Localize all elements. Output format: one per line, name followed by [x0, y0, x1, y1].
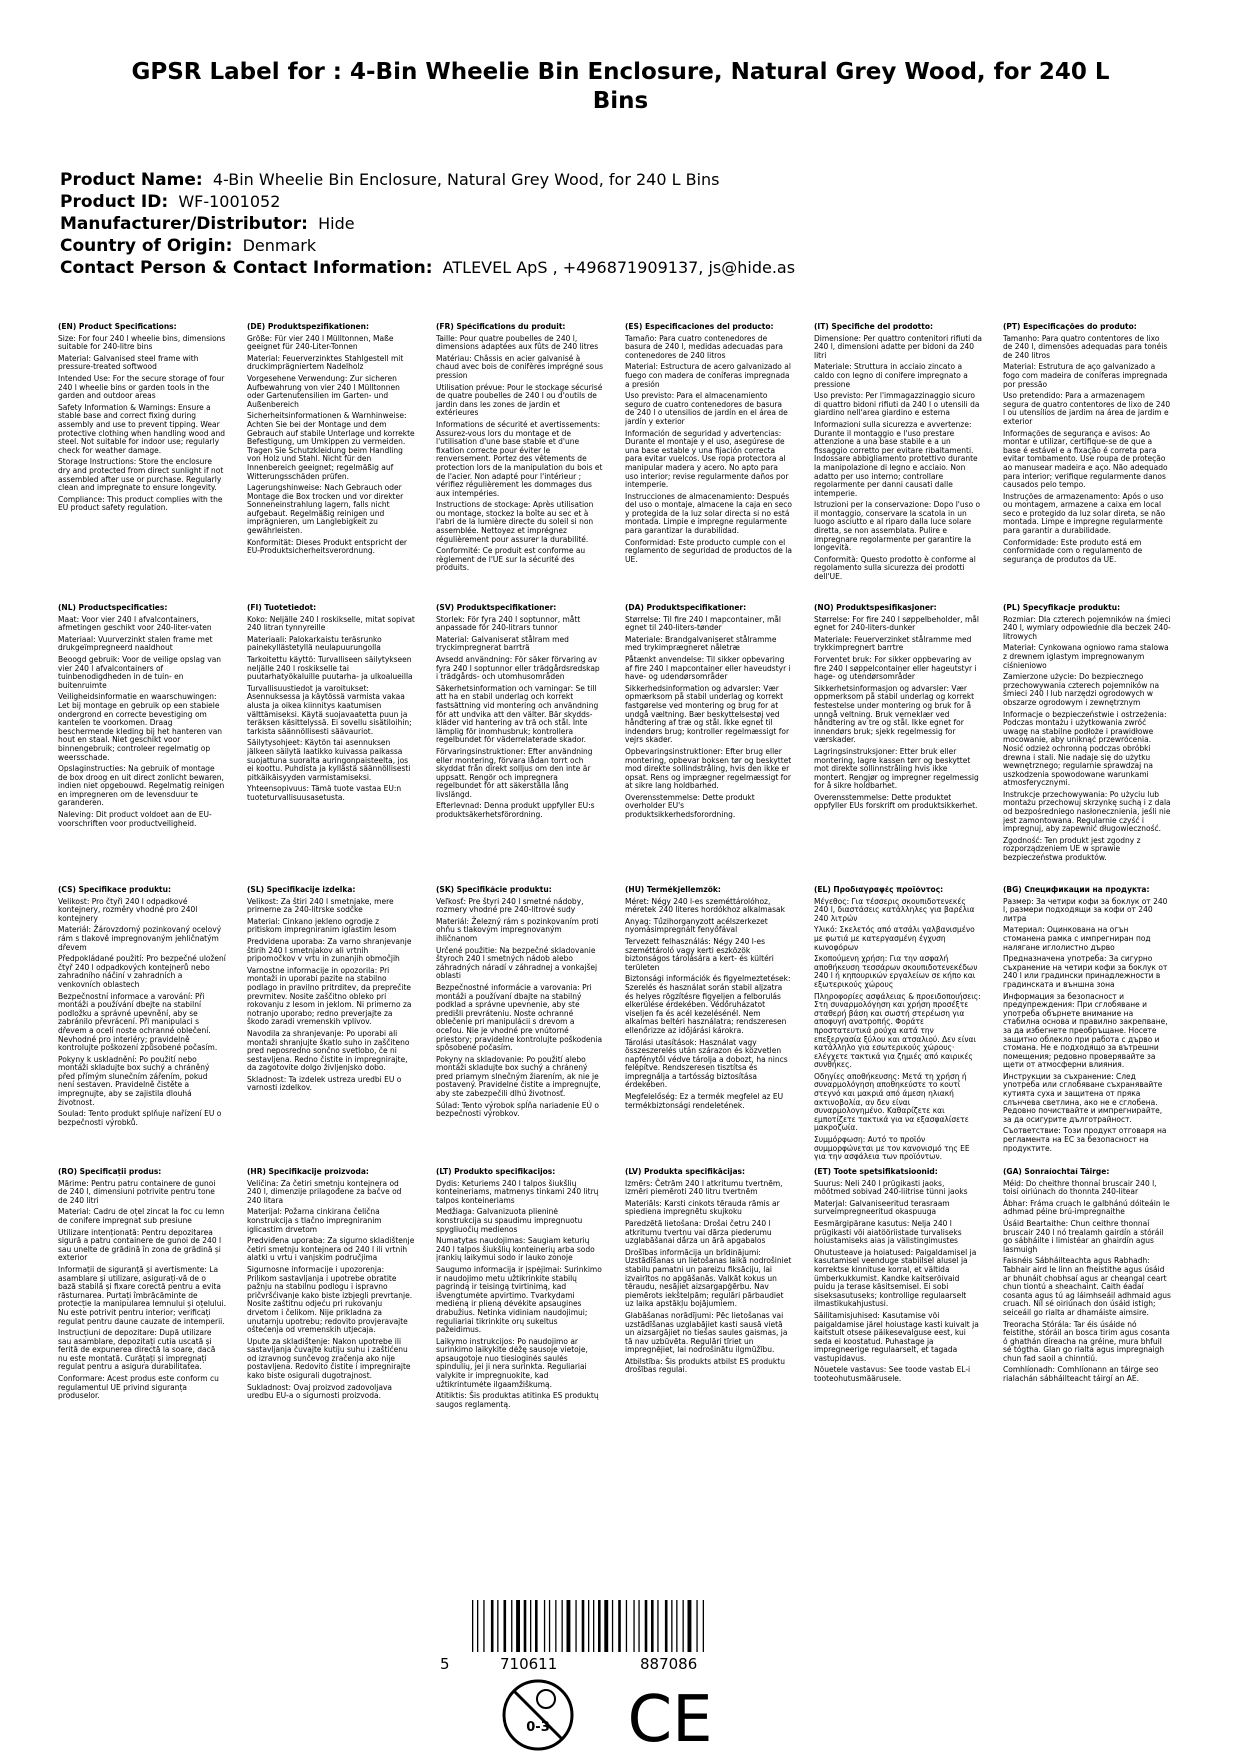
- spec-block-sl: [247, 886, 415, 1166]
- spec-line: Informații de siguranță și avertismente: La asamblare și utilizare, asigurați-vă de o bază stabilă și fixare corectă pentru a evita răsturnarea. Purtați îmbrăcăminte de protecție la manipularea lemnului și oțelului. Nu este potrivit pentru interior; verificați regulat pentru daune cauzate de intemperii.: [58, 1264, 226, 1326]
- spec-line: Conformidade: Este produto está em conformidade com o regulamento de segurança de produtos da UE.: [1003, 537, 1143, 564]
- barcode-bar: [555, 1600, 556, 1652]
- spec-line: Soulad: Tento produkt splňuje nařízení EU o bezpečnosti výrobků.: [58, 1109, 222, 1127]
- spec-line: Maat: Voor vier 240 l afvalcontainers, afmetingen geschikt voor 240-liter-vaten: [58, 614, 212, 633]
- spec-heading: (LV) Produkta specifikācijas:: [625, 1168, 745, 1176]
- spec-line: Pokyny na skladovanie: Po použití alebo montáži skladujte box suchý a chránený pred priamym slnečným žiarením, ak nie je postavený. Pravidelne čistite a impregnujte, aby ste zabezpečili dlhú životnosť.: [436, 1054, 601, 1099]
- spec-line: Tárolási utasítások: Használat vagy összeszerelés után szárazon és közvetlen napfénytől védve tárolja a dobozt, ha nincs felépítve. Rendszeresen tisztítsa és impregnálja a tartósság biztosítása érdekében.: [625, 1037, 788, 1090]
- spec-line: Faisnéis Sábháilteachta agus Rabhadh: Tabhair aird le linn an fheistithe agus úsáid ar bhunáit chobhsaí agus ar cheangal ceart chun tiontú a sheachaint. Caith éadaí cosanta agus tú ag láimhseáil adhmaid agus cruach. Níl sé oiriúnach don úsáid istigh; seiceáil go rialta ar dhamáiste aimsire.: [1003, 1256, 1171, 1317]
- spec-block-bg: [1003, 886, 1171, 1166]
- info-value: WF-1001052: [178, 192, 281, 211]
- spec-line: Opslaginstructies: Na gebruik of montage de box droog en uit direct zonlicht bewaren, indien niet opgebouwd. Regelmatig reinigen en impregneren om de levensduur te garanderen.: [58, 764, 225, 808]
- spec-block-da: [625, 604, 793, 884]
- spec-line: Οδηγίες αποθήκευσης: Μετά τη χρήση ή συναρμολόγηση αποθηκεύστε το κουτί στεγνό και μακριά από άμεση ηλιακή ακτινοβολία, αν δεν είναι συναρμολογημένο. Καθαρίζετε και εμποτίζετε τακτικά για να εξασφαλίσετε μακροζωία.: [814, 1071, 969, 1133]
- spec-line: Safety Information & Warnings: Ensure a stable base and correct fixing during assembly and use to prevent tipping. Wear protective clothing when handling wood and steel. Not suitable for indoor use; regularly check for weather damage.: [58, 402, 226, 455]
- spec-line: Storage Instructions: Store the enclosure dry and protected from direct sunlight if not assembled after use or purchase. Regularly clean and impregnate to ensure longevity.: [58, 457, 224, 493]
- spec-line: Ábhar: Fráma cruach le galbhánú dóiteáin le adhmad péine brú-impregnaithe: [1003, 1198, 1170, 1217]
- spec-block-sk: [436, 886, 604, 1166]
- spec-block-hu: [625, 886, 793, 1166]
- spec-line: Sicherheitsinformationen & Warnhinweise: Achten Sie bei der Montage und dem Gebrauch auf stabile Unterlage und korrekte Befestigung, um Umkippen zu vermeiden. Tragen Sie Schutzkleidung beim Handling von Holz und Stahl. Nicht für den Innenbereich geeignet; regelmäßig auf Witterungsschäden prüfen.: [247, 411, 415, 481]
- barcode-bar: [633, 1600, 634, 1652]
- spec-line: Материал: Оцинкована на огън стоманена рамка с импрегниран под налягане иглолистно дърво: [1003, 925, 1151, 952]
- age-warning-icon: [504, 1681, 572, 1749]
- spec-line: Laikymo instrukcijos: Po naudojimo ar surinkimo laikykite dėžę sausoje vietoje, apsaugotoje nuo tiesioginės saulės spindulių, jei ji nera surinkta. Reguliariai valykite ir impregnuokite, kad užtikrintumėte ilgaamžiškumą.: [436, 1336, 588, 1389]
- spec-line: Turvallisuustiedot ja varoitukset: Asennuksessa ja käytössä varmista vakaa alusta ja oikea kiinnitys kaatumisen välttämiseksi. Käytä suojavaatetta puun ja teräksen käsittelyssä. Ei sovellu sisätiloihin; tarkista säännöllisesti säävauriot.: [247, 683, 412, 736]
- spec-line: Naleving: Dit product voldoet aan de EU-voorschriften voor productveiligheid.: [58, 810, 212, 828]
- spec-heading: (IT) Specifiche del prodotto:: [814, 323, 933, 331]
- spec-block-ro: [58, 1168, 226, 1448]
- spec-block-el: [814, 886, 982, 1166]
- spec-heading: (PL) Specyfikacje produktu:: [1003, 604, 1121, 612]
- spec-heading: (SL) Specifikacije izdelka:: [247, 886, 356, 894]
- spec-heading: (PT) Especificações do produto:: [1003, 323, 1137, 331]
- spec-block-hr: [247, 1168, 415, 1448]
- spec-line: Predvidena uporaba: Za varno shranjevanje štirih 240 l smetnjakov ali vrtnih pripomočkov v vrtu in zunanjih območjih: [247, 936, 412, 964]
- spec-line: Atitiktis: Šis produktas atitinka ES produktų saugos reglamentą.: [436, 1391, 599, 1409]
- spec-line: Material: Cadru de oțel zincat la foc cu lemn de conifere impregnat sub presiune: [58, 1207, 225, 1225]
- spec-heading: (HU) Termékjellemzők:: [625, 886, 721, 894]
- spec-line: Størrelse: For fire 240 l søppelbeholder, mål egnet for 240-liters-dunker: [814, 614, 979, 633]
- spec-line: Uso pretendido: Para a armazenagem segura de quatro contentores de lixo de 240 l ou utensílios de jardim na área de jardim e exterior: [1003, 391, 1171, 426]
- spec-line: Navodila za shranjevanje: Po uporabi ali montaži shranjujte škatlo suho in zaščiteno pred neposredno sončno svetlobo, če ni sestavljena. Redno čistite in impregnirajte, da zagotovite dolgo življenjsko dobo.: [247, 1028, 410, 1073]
- barcode-bar: [549, 1600, 550, 1652]
- spec-line: Instructions de stockage: Après utilisation ou montage, stockez la boîte au sec et à l'abri de la lumière directe du soleil si non assemblée. Nettoyez et imprégnez régulièrement pour assurer la durabilité.: [436, 500, 594, 544]
- spec-line: Инструкции за съхранение: След употреба или сглобяване съхранявайте кутията суха и защитена от пряка слънчева светлина, ако не е сглобена. Редовно почиствайте и импрегнирайте, за да осигурите дълготрайност.: [1003, 1071, 1163, 1124]
- page-title: GPSR Label for : 4-Bin Wheelie Bin Enclosure, Natural Grey Wood, for 240 L Bins: [131, 59, 1110, 114]
- spec-line: Conformità: Questo prodotto è conforme al regolamento sulla sicurezza dei prodotti dell'UE.: [814, 554, 976, 582]
- spec-block-ga: [1003, 1168, 1171, 1448]
- spec-line: Comhlíonadh: Comhlíonann an táirge seo rialachán sábháilteacht táirgí an AE.: [1003, 1365, 1159, 1384]
- product-name-row: [60, 169, 1200, 191]
- spec-heading: (ET) Toote spetsifikatsioonid:: [814, 1168, 938, 1176]
- spec-line: Conformare: Acest produs este conform cu regulamentul UE privind siguranța produselor.: [58, 1374, 219, 1401]
- spec-line: Mărime: Pentru patru containere de gunoi de 240 l, dimensiuni potrivite pentru tone de 240 litri: [58, 1178, 216, 1205]
- barcode-bar: [477, 1600, 478, 1652]
- spec-line: Méid: Do cheithre thonnaí bruscair 240 l, toisí oiriúnach do thonnta 240-litear: [1003, 1178, 1157, 1197]
- spec-line: Materiale: Feuerverzinket stålramme med trykkimpregnert barrtre: [814, 634, 972, 653]
- barcode-bar: [626, 1600, 627, 1652]
- ce-mark-icon: CE: [627, 1683, 713, 1755]
- spec-line: Medžiaga: Galvanizuota plieninė konstrukcija su spaudimu impregnuotu spygliuočių medienos: [436, 1207, 583, 1234]
- spec-line: Predviđena uporaba: Za sigurno skladištenje četiri smetnju kontejnera od 240 l ili vrtnih alatki u vrtu i vanjskim područjima: [247, 1236, 415, 1263]
- spec-line: Utilizare intenționată: Pentru depozitarea sigură a patru containere de gunoi de 240 l sau unelte de grădină în zona de grădină și exterior: [58, 1227, 222, 1263]
- spec-block-lt: [436, 1168, 604, 1448]
- spec-block-en: [58, 323, 226, 603]
- spec-line: Tarkoitettu käyttö: Turvalliseen säilytykseen neljälle 240 l roskikselle tai puutarhatyökaluille puutarha- ja ulkoalueilla: [247, 654, 413, 682]
- spec-line: Instrucțiuni de depozitare: După utilizare sau asamblare, depozitați cutia uscată și ferită de expunerea directă la soare, dacă nu este montată. Curățați și impregnați regulat pentru a asigura durabilitatea.: [58, 1328, 216, 1372]
- spec-line: Dimensione: Per quattro contenitori rifiuti da 240 l, dimensioni adatte per bidoni da 240 litri: [814, 333, 982, 360]
- barcode-bar: [618, 1600, 621, 1652]
- info-label: Country of Origin:: [60, 236, 233, 256]
- spec-line: Πληροφορίες ασφάλειας & προειδοποιήσεις: Στη συναρμολόγηση και χρήση προσέξτε σταθερή βάση και σωστή στερέωση για αποφυγή ανατροπής. Φοράτε προστατευτικά ρούχα κατά την επεξεργασία ξύλου και ατσαλιού. Δεν είναι κατάλληλο για εσωτερικούς χώρους· ελέγχετε τακτικά για ζημιές από καιρικές συνθήκες.: [814, 991, 981, 1070]
- spec-line: Koko: Neljälle 240 l roskikselle, mitat sopivat 240 litran tynnyreille: [247, 614, 415, 633]
- spec-line: Uso previsto: Para el almacenamiento seguro de cuatro contenedores de basura de 240 l o utensilios de jardín en el área de jardín y exterior: [625, 391, 788, 426]
- spec-line: Materiaali: Palokarkaistu teräsrunko painekyllästetyllä neulapuurungolla: [247, 634, 382, 653]
- spec-line: Matériau: Châssis en acier galvanisé à chaud avec bois de conifères imprégné sous pression: [436, 353, 603, 380]
- spec-line: Съответствие: Този продукт отговаря на регламента на ЕС за безопасност на продуктите.: [1003, 1126, 1167, 1153]
- spec-heading: (SK) Špecifikácie produktu:: [436, 886, 552, 894]
- spec-line: Sigurnosne informacije i upozorenja: Prilikom sastavljanja i upotrebe obratite pažnju na stabilnu podlogu i ispravno pričvršćivanje kako biste izbjegli prevrtanje. Nosite zaštitnu odjeću pri rukovanju drvetom i čelikom. Nije prikladna za unutarnju upotrebu; redovito provjeravajte oštećenja od vremenskih utjecaja.: [247, 1264, 413, 1335]
- spec-line: Materiaal: Vuurverzinkt stalen frame met drukgeïmpregneerd naaldhout: [58, 634, 213, 653]
- spec-line: Treoracha Stórála: Tar éis úsáide nó feistithe, stóráil an bosca tirim agus cosanta ó ghathán díreacha na gréine, mura bhfuil sé tógtha. Glan go rialta agus impregnaigh chun fad saoil a chinntiú.: [1003, 1319, 1170, 1363]
- spec-line: Avsedd användning: För säker förvaring av fyra 240 l soptunnor eller trädgårdsredskap i trädgårds- och utomhusområden: [436, 654, 600, 682]
- spec-line: Informacje o bezpieczeństwie i ostrzeżenia: Podczas montażu i użytkowania zwróć uwagę na stabilne podłoże i prawidłowe mocowanie, aby uniknąć przewrócenia. Nosić odzież ochronną podczas obróbki drewna i stali. Nie nadaje się do użytku wewnętrznego; regularnie sprawdzaj na uszkodzenia spowodowane warunkami atmosferycznymi.: [1003, 709, 1167, 788]
- spec-line: Anyag: Tűzihorganyzott acélszerkezet nyomásimpregnált fenyőfával: [625, 916, 768, 935]
- spec-heading: (DE) Produktspezifikationen:: [247, 323, 369, 331]
- spec-line: Opbevaringsinstruktioner: Efter brug eller montering, opbevar boksen tør og beskyttet mod direkte sollindstråling, hvis den ikke er opsat. Rens og imprægner regelmæssigt for at sikre lang holdbarhed.: [625, 746, 792, 791]
- barcode-bar: [497, 1600, 498, 1652]
- barcode-digits-right: 887086: [640, 1655, 698, 1673]
- barcode-bar: [638, 1600, 639, 1652]
- spec-line: Megfelelőség: Ez a termék megfelel az EU termékbiztonsági rendeletének.: [625, 1092, 784, 1110]
- barcode-bar: [671, 1600, 672, 1652]
- spec-line: Velikost: Pro čtyři 240 l odpadkové kontejnery, rozměry vhodné pro 240l kontejnery: [58, 896, 198, 923]
- barcode-bar: [530, 1600, 531, 1652]
- spec-line: Overensstemmelse: Dette produktet oppfyller EUs forskrift om produktsikkerhet.: [814, 792, 978, 811]
- spec-line: Velikost: Za štiri 240 l smetnjake, mere primerne za 240-litrske sodčke: [247, 896, 394, 915]
- spec-line: Yhteensopivuus: Tämä tuote vastaa EU:n tuoteturvallisuusasetusta.: [247, 784, 402, 802]
- spec-line: Informazioni sulla sicurezza e avvertenze: Durante il montaggio e l'uso prestare attenzione a una base stabile e a un fissaggio corretto per evitare ribaltamenti. Indossare abbigliamento protettivo durante la manipolazione di legno e acciaio. Non adatto per uso interno; controllare regolarmente per danni causati dalle intemperie.: [814, 419, 978, 498]
- spec-line: Materiał: Cynkowana ogniowo rama stalowa z drewnem iglastym impregnowanym ciśnieniowo: [1003, 643, 1169, 670]
- barcode-bar: [562, 1600, 563, 1652]
- spec-line: Pokyny k uskladnění: Po použití nebo montáži skladujte box suchý a chráněný před přímým slunečním zářením, pokud není sestaven. Pravidelně čistěte a impregnujte, aby se zajistila dlouhá životnost.: [58, 1054, 210, 1107]
- spec-line: Μέγεθος: Για τέσσερις σκουπιδοτενεκές 240 l, διαστάσεις κατάλληλες για βαρέλια 240 λιτρών: [814, 896, 975, 923]
- barcode-bar: [657, 1600, 658, 1652]
- spec-line: Tamanho: Para quatro contentores de lixo de 240 l, dimensões adequadas para tonéis de 240 litros: [1003, 333, 1168, 360]
- spec-heading: (DA) Produktspecifikationer:: [625, 604, 747, 612]
- spec-block-fi: [247, 604, 415, 884]
- spec-heading: (RO) Specificații produs:: [58, 1168, 162, 1176]
- spec-line: Intended Use: For the secure storage of four 240 l wheelie bins or garden tools in the garden and outdoor areas: [58, 373, 225, 401]
- info-value: 4-Bin Wheelie Bin Enclosure, Natural Grey Wood, for 240 L Bins: [212, 170, 720, 189]
- spec-line: Material: Galvanised steel frame with pressure-treated softwood: [58, 353, 199, 372]
- spec-heading: (BG) Спецификации на продукта:: [1003, 886, 1150, 894]
- spec-line: Forventet bruk: For sikker oppbevaring av fire 240 l søppelcontainer eller hageutstyr i hage- og utendørsområder: [814, 654, 977, 682]
- barcode-bar: [511, 1600, 512, 1652]
- barcode-bar: [688, 1600, 692, 1652]
- spec-line: Veľkosť: Pre štyri 240 l smetné nádoby, rozmery vhodné pre 240-litrové sudy: [436, 896, 584, 915]
- spec-line: Saugumo informacija ir įspėjimai: Surinkimo ir naudojimo metu užtikrinkite stabilų pagrindą ir teisingą tvirtinimą, kad išvengtumėte apvirtimo. Tvarkydami medieną ir plieną dėvėkite apsaugines drabužius. Netinka vidiniam naudojimui; reguliariai tikrinkite orų sukeltus pažeidimus.: [436, 1264, 602, 1335]
- spec-line: Συμμόρφωση: Αυτό το προϊόν συμμορφώνεται με τον κανονισμό της ΕΕ για την ασφάλεια των προϊόντων.: [814, 1135, 970, 1162]
- barcode-bar: [567, 1600, 571, 1652]
- spec-block-lv: [625, 1168, 793, 1448]
- spec-line: Suurus: Neli 240 l prügikasti jaoks, mõõtmed sobivad 240-liitrise tünni jaoks: [814, 1178, 968, 1197]
- spec-line: Conformité: Ce produit est conforme au règlement de l'UE sur la sécurité des produits.: [436, 546, 586, 573]
- spec-line: Istruzioni per la conservazione: Dopo l'uso o il montaggio, conservare la scatola in un luogo asciutto e al riparo dalla luce solare diretta, se non assemblata. Pulire e impregnare regolarmente per garantire la longevità.: [814, 500, 981, 553]
- barcode-bar: [524, 1600, 527, 1652]
- spec-line: Úsáid Beartaithe: Chun ceithre thonnaí bruscair 240 l nó trealamh gairdín a stóráil go sábháilte i limistéar an ghairdín agus lasmuigh: [1003, 1218, 1164, 1254]
- spec-line: Taille: Pour quatre poubelles de 240 l, dimensions adaptées aux fûts de 240 litres: [436, 333, 599, 352]
- spec-line: Größe: Für vier 240 l Mülltonnen, Maße geeignet für 240-Liter-Tonnen: [247, 333, 394, 352]
- spec-line: Upute za skladištenje: Nakon upotrebe ili sastavljanja čuvajte kutiju suhu i zaštićenu od izravnog sunčevog zračenja ako nije postavljena. Redovito čistite i impregnirajte kako biste osigurali dugotrajnost.: [247, 1336, 411, 1381]
- barcode-bar: [588, 1600, 589, 1652]
- spec-line: Påtænkt anvendelse: Til sikker opbevaring af fire 240 l mapcontainer eller haveudstyr i have- og udendørsområder: [625, 654, 791, 682]
- spec-heading: (HR) Specifikacije proizvoda:: [247, 1168, 369, 1176]
- spec-line: Informations de sécurité et avertissements: Assurez-vous lors du montage et de l'utilisation d'une base stable et d'une fixation correcte pour éviter le renversement. Portez des vêtements de protection lors de la manipulation du bois et de l'acier. Non adapté pour l'intérieur ; vérifiez régulièrement les dommages dus aux intempéries.: [436, 419, 603, 498]
- spec-block-pl: [1003, 604, 1171, 884]
- spec-line: Size: For four 240 l wheelie bins, dimensions suitable for 240-litre bins: [58, 333, 226, 352]
- spec-line: Materjal: Galvaniseeritud terasraam surveimpregneeritud okaspuuga: [814, 1198, 950, 1217]
- spec-line: Υλικό: Σκελετός από ατσάλι γαλβανισμένο με φωτιά με κατεργασμένη έγχυση κωνοφόρων: [814, 925, 975, 952]
- info-value: Denmark: [242, 236, 317, 255]
- spec-line: Säilitamisjuhised: Kasutamise või paigaldamise järel hoiustage kasti kuivalt ja kaitstult otsese päikesevalguse eest, kui seda ei koostatud. Puhastage ja impregneerige regulaarselt, et tagada vastupidavus.: [814, 1310, 979, 1363]
- spec-heading: (LT) Produkto specifikacijos:: [436, 1168, 556, 1176]
- spec-line: Zamierzone użycie: Do bezpiecznego przechowywania czterech pojemników na śmieci 240 l lub narzędzi ogrodowych w obszarze ogrodowym i zewnętrznym: [1003, 672, 1160, 707]
- spec-line: Material: Estrutura de aço galvanizado a fogo com madeira de coníferas impregnada por pressão: [1003, 362, 1168, 389]
- spec-line: Material: Feuerverzinktes Stahlgestell mit druckimprägniertem Nadelholz: [247, 353, 404, 372]
- spec-line: Utilisation prévue: Pour le stockage sécurisé de quatre poubelles de 240 l ou d'outils de jardin dans les zones de jardin et extérieures: [436, 382, 603, 418]
- spec-line: Instrucciones de almacenamiento: Después del uso o montaje, almacene la caja en seco y protegida de la luz solar directa si no está montada. Limpie e impregne regularmente para garantizar la durabilidad.: [625, 491, 793, 536]
- manufacturer-row: [60, 213, 1200, 235]
- info-value: Hide: [318, 214, 355, 233]
- barcode-bar: [683, 1600, 684, 1652]
- spec-line: Materiāls: Karsti cinkots tērauda rāmis ar spiediena impregnētu skujkoku: [625, 1198, 780, 1217]
- spec-line: Drošības informācija un brīdinājumi: Uzstādīšanas un lietošanas laikā nodrošiniet stabilu pamatni un pareizu fiksāciju, lai izvairītos no apgāšanās. Valkāt kokus un tēraudu, nesājiet aizsargapģērbu. Nav piemērots iekštelpām; regulāri pārbaudiet uz laika apstākļu bojājumiem.: [625, 1247, 792, 1309]
- product-id-row: [60, 191, 1200, 213]
- spec-line: Materiale: Struttura in acciaio zincato a caldo con legno di conifere impregnato a pressione: [814, 362, 968, 389]
- spec-line: Efterlevnad: Denna produkt uppfyller EU:s produktsäkerhetsförordning.: [436, 801, 595, 820]
- spec-heading: (FR) Spécifications du produit:: [436, 323, 566, 331]
- barcode-bar: [504, 1600, 507, 1652]
- info-label: Manufacturer/Distributor:: [60, 214, 308, 234]
- spec-line: Materiale: Brandgalvaniseret stålramme med trykimprægneret nåletræ: [625, 634, 777, 653]
- spec-line: Tervezett felhasználás: Négy 240 l-es szeméttároló vagy kerti eszközök biztonságos tárolására a kert- és kültéri területen: [625, 936, 774, 972]
- barcode-bar: [483, 1600, 484, 1652]
- barcode-bar: [544, 1600, 545, 1652]
- spec-block-no: [814, 604, 982, 884]
- age-warning-text: 0-3: [526, 1720, 550, 1735]
- spec-block-it: [814, 323, 982, 603]
- spec-line: Информация за безопасност и предупреждения: При сглобяване и употреба обърнете внимание на стабилна основа и правилно закрепване, за да избегнете преобръщане. Носете защитно облекло при работа с дърво и стомана. Не е подходящо за вътрешни помещения; редовно проверявайте за щети от атмосферни влияния.: [1003, 991, 1168, 1070]
- spec-heading: (SV) Produktspecifikationer:: [436, 604, 557, 612]
- spec-heading: (EL) Προδιαγραφές προϊόντος:: [814, 886, 944, 894]
- spec-heading: (EN) Product Specifications:: [58, 323, 177, 331]
- spec-block-es: [625, 323, 793, 603]
- barcode-bar: [651, 1600, 654, 1652]
- barcode-bar: [696, 1600, 697, 1652]
- barcode-bar: [598, 1600, 601, 1652]
- spec-line: Dydis: Keturiems 240 l talpos šiukšlių konteineriams, matmenys tinkami 240 litrų talpos konteineriams: [436, 1178, 599, 1205]
- spec-line: Instrukcje przechowywania: Po użyciu lub montażu przechowuj skrzynkę suchą i z dala od bezpośredniego nasłonecznienia, jeśli nie jest zamontowana. Regularnie czyść i impregnuj, aby zapewnić długowieczność.: [1003, 789, 1171, 834]
- spec-line: Materiál: Žárovzdorný pozinkovaný ocelový rám s tlakově impregnovaným jehličnatým dřevem: [58, 925, 222, 952]
- spec-line: Veiligheidsinformatie en waarschuwingen: Let bij montage en gebruik op een stabiele ondergrond en correcte bevestiging om kantelen te voorkomen. Draag beschermende kleding bij het hanteren van hout en staal. Niet geschikt voor binnengebruik; controleer regelmatig op weersschade.: [58, 692, 223, 762]
- spec-block-et: [814, 1168, 982, 1448]
- spec-block-nl: [58, 604, 226, 884]
- barcode-bar: [645, 1600, 648, 1652]
- spec-line: Materiál: Železný rám s pozinkovaním proti ohňu s tlakovým impregnovaným ihličnanom: [436, 916, 599, 943]
- barcode-bar: [676, 1600, 677, 1652]
- barcode-digits-left: 710611: [500, 1655, 558, 1673]
- spec-line: Konformität: Dieses Produkt entspricht der EU-Produktsicherheitsverordnung.: [247, 537, 408, 556]
- country-row: [60, 235, 1200, 257]
- spec-line: Bezpečnostní informace a varování: Při montáži a používání dbejte na stabilní podložku a správné upevnění, aby se zabránilo převrácení. Při manipulaci s dřevem a ocelí noste ochranné oblečení. Nevhodné pro interiéry; pravidelně kontrolujte poškození způsobené počasím.: [58, 991, 218, 1053]
- spec-line: Nõuetele vastavus: See toode vastab EL-i tooteohutusmäärusele.: [814, 1365, 971, 1384]
- barcode-bar: [582, 1600, 585, 1652]
- spec-line: Säilytysohjeet: Käytön tai asennuksen jälkeen säilytä laatikko kuivassa paikassa suojattuna suoralta auringonpaisteelta, jos ei koottu. Puhdista ja kyllästä säännöllisesti pitkäikäisyyden varmistamiseksi.: [247, 738, 411, 782]
- barcode-bar: [612, 1600, 613, 1652]
- barcode-bar: [472, 1600, 473, 1652]
- spec-line: Størrelse: Til fire 240 l mapcontainer, mål egnet til 240-liters-tønder: [625, 614, 781, 633]
- compliance-symbols: [500, 1675, 760, 1755]
- spec-line: Sikkerhetsinformasjon og advarsler: Vær oppmerksom på stabil underlag og korrekt festestelse under montering og bruk for å unngå veltning. Bruk verneklær ved håndtering av tre og stål. Ikke egnet for innendørs bruk; sjekk regelmessig for værskader.: [814, 683, 975, 745]
- spec-line: Eesmärgipärane kasutus: Nelja 240 l prügikasti või aiatööriistade turvaliseks hoiustamiseks aias ja välistingimustes: [814, 1218, 962, 1246]
- spec-heading: (NL) Productspecificaties:: [58, 604, 168, 612]
- info-label: Contact Person & Contact Information:: [60, 258, 433, 278]
- ean-barcode: [470, 1600, 770, 1652]
- spec-line: Sikkerhedsinformation og advarsler: Vær opmærksom på stabil underlag og korrekt fastgørelse ved montering og brug for at undgå væltning. Bær beskyttelsestøj ved håndtering af træ og stål. Ikke egnet til indendørs brug; kontroller regelmæssigt for vejrs skader.: [625, 683, 790, 745]
- spec-line: Información de seguridad y advertencias: Durante el montaje y el uso, asegúrese de una base estable y una fijación correcta para evitar vuelcos. Use ropa protectora al manipular madera y acero. No apto para uso interior; revise regularmente daños por intemperie.: [625, 428, 789, 490]
- spec-block-fr: [436, 323, 604, 603]
- spec-heading: (NO) Produktspesifikasjoner:: [814, 604, 937, 612]
- spec-line: Σκοπούμενη χρήση: Για την ασφαλή αποθήκευση τεσσάρων σκουπιδοτενεκέδων 240 l ή κηπουρικών εργαλείων σε κήπο και εξωτερικούς χώρους: [814, 954, 978, 989]
- barcode-bar: [516, 1600, 520, 1652]
- spec-line: Biztonsági információk és figyelmeztetések: Szerelés és használat során stabil aljzatra és helyes rögzítésre figyeljen a felborulás elkerülése érdekében. Védőruházatot viseljen fa és acél kezelésénél. Nem alkalmas beltéri használatra; rendszeresen ellenőrizze az időjárási károkra.: [625, 974, 791, 1035]
- spec-line: Material: Estructura de acero galvanizado al fuego con madera de coníferas impregnada a presión: [625, 362, 791, 389]
- spec-line: Skladnost: Ta izdelek ustreza uredbi EU o varnosti izdelkov.: [247, 1074, 402, 1093]
- spec-line: Glabāšanas norādījumi: Pēc lietošanas vai uzstādīšanas uzglabājiet kasti sausā vietā un aizsargājiet no tiešas saules gaismas, ja tā nav uzbūvēta. Regulāri tīriet un impregnējiet, lai nodrošinātu ilgmūžību.: [625, 1310, 788, 1355]
- barcode-bar: [703, 1600, 704, 1652]
- spec-line: Varnostne informacije in opozorila: Pri montaži in uporabi pazite na stabilno podlago in pravilno pritrditev, da preprečite prevrnitev. Nosite zaščitno obleko pri rokovanju z lesom in jeklom. Ni primerno za notranjo uporabo; redno preverjajte za škodo zaradi vremenskih vplivov.: [247, 965, 412, 1027]
- spec-line: Zgodność: Ten produkt jest zgodny z rozporządzeniem UE w sprawie bezpieczeństwa produktów.: [1003, 835, 1141, 863]
- spec-line: Overensstemmelse: Dette produkt overholder EU's produktsikkerhedsforordning.: [625, 792, 755, 820]
- spec-line: Veličina: Za četiri smetnju kontejnera od 240 l, dimenzije prilagođene za bačve od 240 litara: [247, 1178, 402, 1205]
- spec-line: Предназначена употреба: За сигурно съхранение на четири кофи за боклук от 240 l или градински принадлежности в градинската и външна зона: [1003, 954, 1168, 989]
- barcode-bar: [665, 1600, 668, 1652]
- barcode-bar: [593, 1600, 594, 1652]
- spec-line: Paredzētā lietošana: Drošai četru 240 l atkritumu tvertņu vai dārza piederumu uzglabāšanai dārza un ārā apgabalos: [625, 1218, 772, 1246]
- spec-line: Lagringsinstruksjoner: Etter bruk eller montering, lagre kassen tørr og beskyttet mot direkte sollinnstråling hvis ikke montert. Rengjør og impregner regelmessig for å sikre holdbarhet.: [814, 746, 979, 791]
- spec-line: Conformidad: Este producto cumple con el reglamento de seguridad de productos de la UE.: [625, 537, 792, 564]
- spec-block-sv: [436, 604, 604, 884]
- spec-line: Säkerhetsinformation och varningar: Se till att ha en stabil underlag och korrekt fastsättning vid montering och användning för att undvika att den välter. Bär skydds-kläder vid hantering av trä och stål. Inte lämplig för inomhusbruk; kontrollera regelbundet för väderrelaterade skador.: [436, 683, 599, 745]
- barcode-bar: [604, 1600, 608, 1652]
- spec-line: Rozmiar: Dla czterech pojemników na śmieci 240 l, wymiary odpowiednie dla beczek 240-litrowych: [1003, 614, 1171, 641]
- spec-line: Informações de segurança e avisos: Ao montar e utilizar, certifique-se de que a base é estável e a fixação é correta para evitar tombamento. Use roupa de proteção ao manusear madeira e aço. Não adequado para interior; verifique regularmente danos causados pelo tempo.: [1003, 428, 1168, 490]
- info-label: Product Name:: [60, 170, 203, 190]
- spec-line: Tamaño: Para cuatro contenedores de basura de 240 l, medidas adecuadas para contenedores de 240 litros: [625, 333, 783, 360]
- spec-line: Instruções de armazenamento: Após o uso ou montagem, armazene a caixa em local seco e protegido da luz solar direta, se não montada. Limpe e impregne regularmente para garantir a durabilidade.: [1003, 491, 1166, 536]
- spec-line: Numatytas naudojimas: Saugiam keturių 240 l talpos šiukšlių konteinerių arba sodo įrankių laikymui sodo ir lauko zonoje: [436, 1236, 595, 1263]
- spec-line: Určené použitie: Na bezpečné skladovanie štyroch 240 l smetných nádob alebo záhradných náradí v záhradnej a vonkajšej oblasti: [436, 945, 598, 981]
- spec-line: Vorgesehene Verwendung: Zur sicheren Aufbewahrung von vier 240 l Mülltonnen oder Gartenutensilien im Garten- und Außenbereich: [247, 373, 400, 409]
- info-value: ATLEVEL ApS , +496871909137, js@hide.as: [442, 258, 796, 277]
- spec-line: Materijal: Požarna cinkirana čelična konstrukcija s tlačno impregniranim iglicastim drvetom: [247, 1207, 382, 1234]
- barcode-digit-first: 5: [440, 1655, 450, 1673]
- barcode-bar: [535, 1600, 538, 1652]
- spec-line: Beoogd gebruik: Voor de veilige opslag van vier 240 l afvalcontainers of tuinbenodigdheden in de tuin- en buitenruimte: [58, 654, 222, 690]
- spec-line: Bezpečnostné informácie a varovania: Pri montáži a používaní dbajte na stabilný podklad a správne upevnenie, aby ste predišli prevráteniu. Noste ochranné oblečenie pri manipulácii s drevom a oceľou. Nie je vhodné pre vnútorné priestory; pravidelne kontrolujte poškodenia spôsobené počasím.: [436, 982, 603, 1053]
- spec-line: Izmērs: Četrām 240 l atkritumu tvertnēm, izmēri piemēroti 240 litru tvertnēm: [625, 1178, 783, 1197]
- spec-line: Ohutusteave ja hoiatused: Paigaldamisel ja kasutamisel veenduge stabiilsel alusel ja korrektse kinnituse korral, et vältida ümberkukkumist. Kandke kaitserõivaid puidu ja terase käsitsemisel. Ei sobi siseksasutuseks; kontrollige regulaarselt ilmastikukahjustusi.: [814, 1247, 977, 1309]
- barcode-bar: [491, 1600, 494, 1652]
- barcode-bar: [575, 1600, 576, 1652]
- spec-line: Předpokládané použití: Pro bezpečné uložení čtyř 240 l odpadkových kontejnerů nebo zahradního náčiní v zahradních a venkovních oblastech: [58, 954, 226, 989]
- spec-line: Lagerungshinweise: Nach Gebrauch oder Montage die Box trocken und vor direkter Sonneneinstrahlung lagern, falls nicht aufgebaut. Regelmäßig reinigen und imprägnieren, um Langlebigkeit zu gewährleisten.: [247, 483, 404, 536]
- spec-line: Material: Galvaniserat stålram med tryckimpregnerat barrträ: [436, 634, 569, 653]
- spec-line: Súlad: Tento výrobok spĺňa nariadenie EÚ o bezpečnosti výrobkov.: [436, 1100, 599, 1119]
- spec-heading: (FI) Tuotetiedot:: [247, 604, 317, 612]
- spec-block-de: [247, 323, 415, 603]
- spec-heading: (ES) Especificaciones del producto:: [625, 323, 774, 331]
- spec-line: Compliance: This product complies with the EU product safety regulation.: [58, 494, 223, 513]
- product-info: [60, 169, 1200, 279]
- spec-heading: (GA) Sonraíochtaí Táirge:: [1003, 1168, 1110, 1176]
- info-label: Product ID:: [60, 192, 169, 212]
- spec-heading: (CS) Specifikace produktu:: [58, 886, 171, 894]
- spec-line: Storlek: För fyra 240 l soptunnor, mått anpassade för 240-litrars tunnor: [436, 614, 581, 633]
- contact-row: [60, 257, 1200, 279]
- spec-line: Размер: За четири кофи за боклук от 240 l, размери подходящи за кофи от 240 литра: [1003, 896, 1168, 923]
- spec-block-pt: [1003, 323, 1171, 603]
- spec-line: Material: Cinkano jekleno ogrodje z pritiskom impregniranim iglastim lesom: [247, 916, 397, 935]
- spec-line: Uso previsto: Per l'immagazzinaggio sicuro di quattro bidoni rifiuti da 240 l o utensili da giardino nell'area giardino e esterna: [814, 391, 980, 418]
- spec-line: Sukladnost: Ovaj proizvod zadovoljava uredbu EU-a o sigurnosti proizvoda.: [247, 1382, 392, 1401]
- spec-block-cs: [58, 886, 226, 1166]
- spec-line: Förvaringsinstruktioner: Efter användning eller montering, förvara lådan torrt och skyddat från direkt solljus om den inte är uppsatt. Rengör och impregnera regelbundet för att säkerställa lång livslängd.: [436, 746, 593, 799]
- spec-line: Atbilstība: Šis produkts atbilst ES produktu drošības regulai.: [625, 1356, 785, 1375]
- spec-line: Méret: Négy 240 l-es szeméttárolóhoz, méretek 240 literes hordókhoz alkalmasak: [625, 896, 785, 915]
